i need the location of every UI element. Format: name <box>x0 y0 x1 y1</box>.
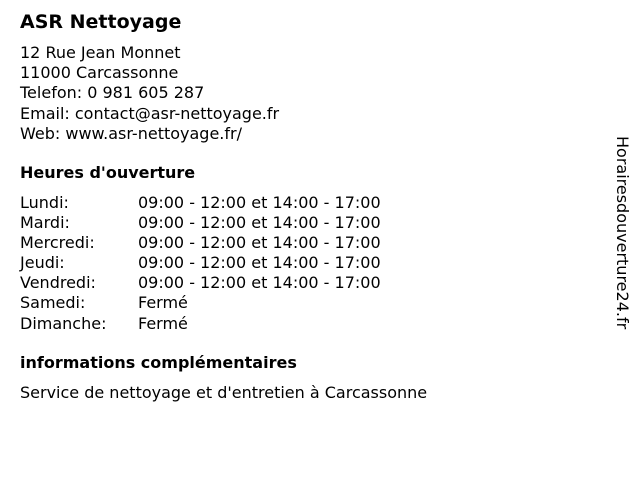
hours-row-thursday <box>20 253 381 273</box>
web-line: Web: www.asr-nettoyage.fr/ <box>20 123 242 143</box>
hours-row-tuesday <box>20 213 381 233</box>
day-label: Mardi: <box>20 213 70 233</box>
additional-info-heading: informations complémentaires <box>20 353 297 372</box>
hours-row-sunday <box>20 314 381 334</box>
hours-row-saturday <box>20 293 381 313</box>
day-label: Jeudi: <box>20 253 65 273</box>
address-block <box>20 43 279 144</box>
day-label: Vendredi: <box>20 273 96 293</box>
email-line: Email: contact@asr-nettoyage.fr <box>20 103 280 123</box>
hours-row-friday <box>20 273 381 293</box>
opening-hours-table <box>20 193 381 334</box>
city-address: 11000 Carcassonne <box>20 63 179 83</box>
day-hours: Fermé <box>138 293 188 313</box>
day-hours: 09:00 - 12:00 et 14:00 - 17:00 <box>138 253 381 273</box>
business-name: ASR Nettoyage <box>20 11 182 33</box>
day-label: Samedi: <box>20 293 86 313</box>
additional-info-text: Service de nettoyage et d'entretien à Carcassonne <box>20 383 428 402</box>
street-address: 12 Rue Jean Monnet <box>20 43 181 62</box>
day-hours: 09:00 - 12:00 et 14:00 - 17:00 <box>138 233 381 253</box>
day-label: Mercredi: <box>20 233 95 253</box>
day-label: Lundi: <box>20 193 69 212</box>
day-label: Dimanche: <box>20 313 107 333</box>
phone-line: Telefon: 0 981 605 287 <box>20 83 205 103</box>
side-brand-watermark: Horairesdouverture24.fr <box>613 136 632 330</box>
hours-row-monday <box>20 193 381 213</box>
day-hours: 09:00 - 12:00 et 14:00 - 17:00 <box>138 273 381 293</box>
day-hours: 09:00 - 12:00 et 14:00 - 17:00 <box>138 213 381 233</box>
day-hours: Fermé <box>138 313 188 333</box>
hours-row-wednesday <box>20 233 381 253</box>
day-hours: 09:00 - 12:00 et 14:00 - 17:00 <box>138 193 381 212</box>
opening-hours-heading: Heures d'ouverture <box>20 163 196 182</box>
